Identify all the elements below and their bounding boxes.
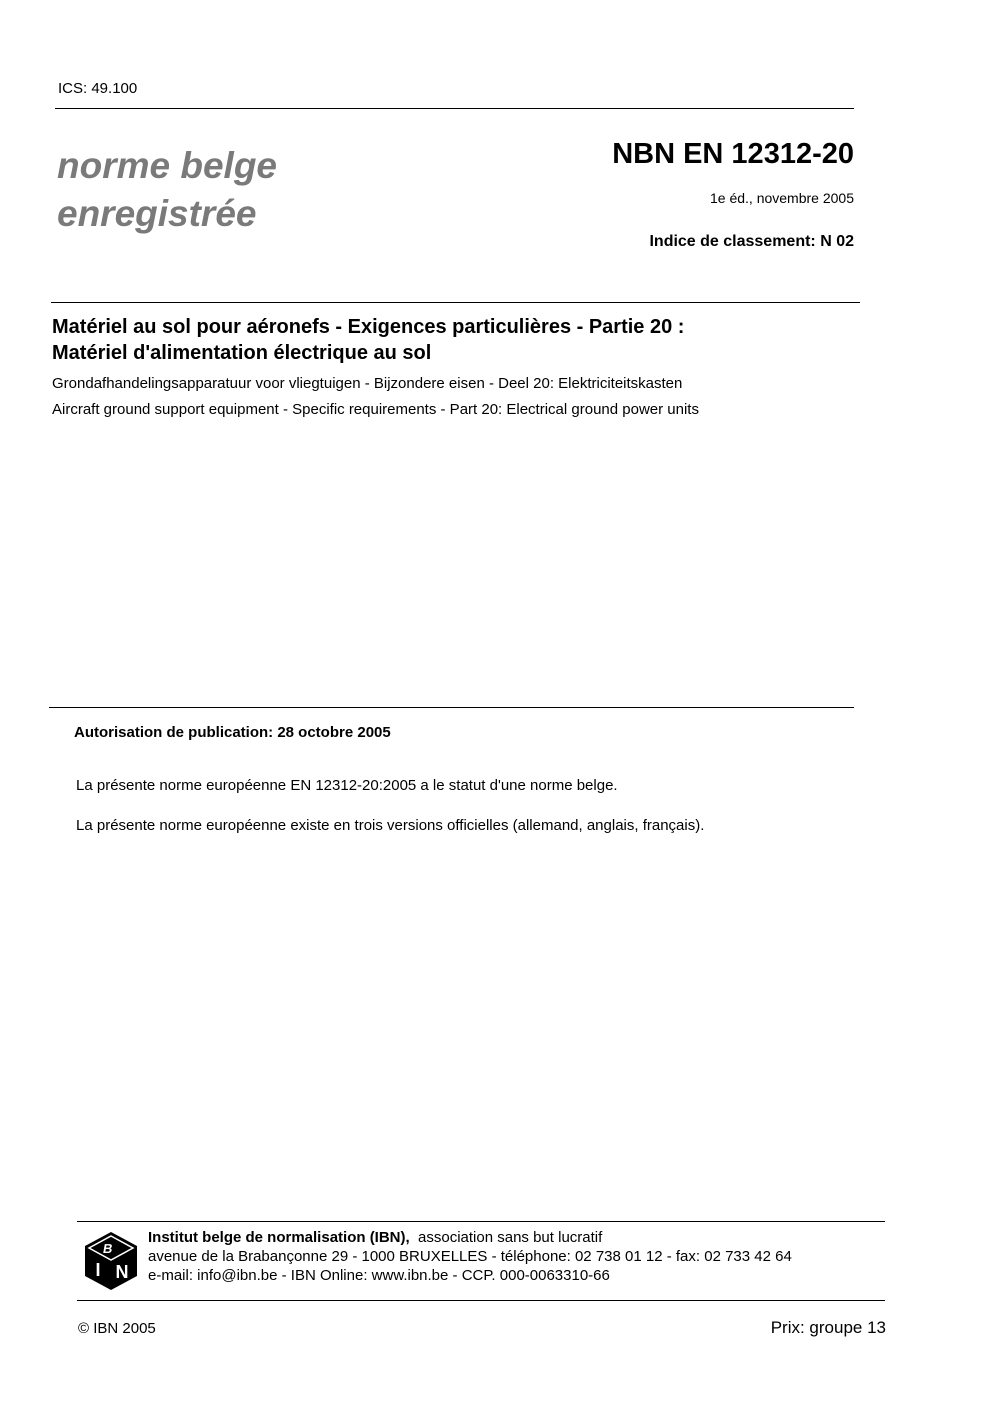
french-title-line2: Matériel d'alimentation électrique au sol bbox=[52, 342, 432, 364]
institute-contact: e-mail: info@ibn.be - IBN Online: www.ibn.be - CCP. 000-0063310-66 bbox=[148, 1267, 610, 1284]
edition-info: 1e éd., novembre 2005 bbox=[710, 190, 854, 206]
norm-label-line2: enregistrée bbox=[57, 193, 257, 234]
logo-letter-n: N bbox=[115, 1262, 129, 1282]
classification-index: Indice de classement: N 02 bbox=[649, 233, 854, 250]
footer-divider-bottom bbox=[77, 1300, 885, 1301]
logo-letter-i: I bbox=[95, 1260, 101, 1280]
institute-details bbox=[148, 1228, 792, 1285]
header-divider bbox=[55, 108, 854, 109]
institute-name: Institut belge de normalisation (IBN), bbox=[148, 1229, 410, 1246]
norm-label bbox=[57, 142, 277, 238]
institute-address: avenue de la Brabançonne 29 - 1000 BRUXELLES - téléphone: 02 738 01 12 - fax: 02 733 42 64 bbox=[148, 1248, 792, 1265]
english-title: Aircraft ground support equipment - Specific requirements - Part 20: Electrical ground power units bbox=[52, 401, 699, 418]
title-divider bbox=[51, 302, 860, 303]
standard-number: NBN EN 12312-20 bbox=[612, 138, 854, 170]
copyright-notice: © IBN 2005 bbox=[78, 1320, 156, 1337]
ibn-logo-icon bbox=[84, 1231, 138, 1291]
publication-authorisation: Autorisation de publication: 28 octobre 2005 bbox=[74, 724, 391, 741]
footer-divider-top bbox=[77, 1221, 885, 1222]
price-group: Prix: groupe 13 bbox=[770, 1318, 886, 1337]
institute-status: association sans but lucratif bbox=[418, 1229, 603, 1246]
body-divider bbox=[49, 707, 854, 708]
logo-letter-b: B bbox=[101, 1241, 114, 1256]
institute-line bbox=[148, 1228, 792, 1247]
norm-label-line1: norme belge bbox=[57, 145, 277, 186]
versions-paragraph: La présente norme européenne existe en trois versions officielles (allemand, anglais, français). bbox=[76, 817, 705, 834]
dutch-title: Grondafhandelingsapparatuur voor vliegtuigen - Bijzondere eisen - Deel 20: Elektriciteitskasten bbox=[52, 375, 683, 392]
french-title bbox=[52, 314, 872, 366]
french-title-line1: Matériel au sol pour aéronefs - Exigences particulières - Partie 20 : bbox=[52, 316, 685, 338]
ics-code: ICS: 49.100 bbox=[58, 80, 138, 97]
status-paragraph: La présente norme européenne EN 12312-20:2005 a le statut d'une norme belge. bbox=[76, 777, 618, 794]
